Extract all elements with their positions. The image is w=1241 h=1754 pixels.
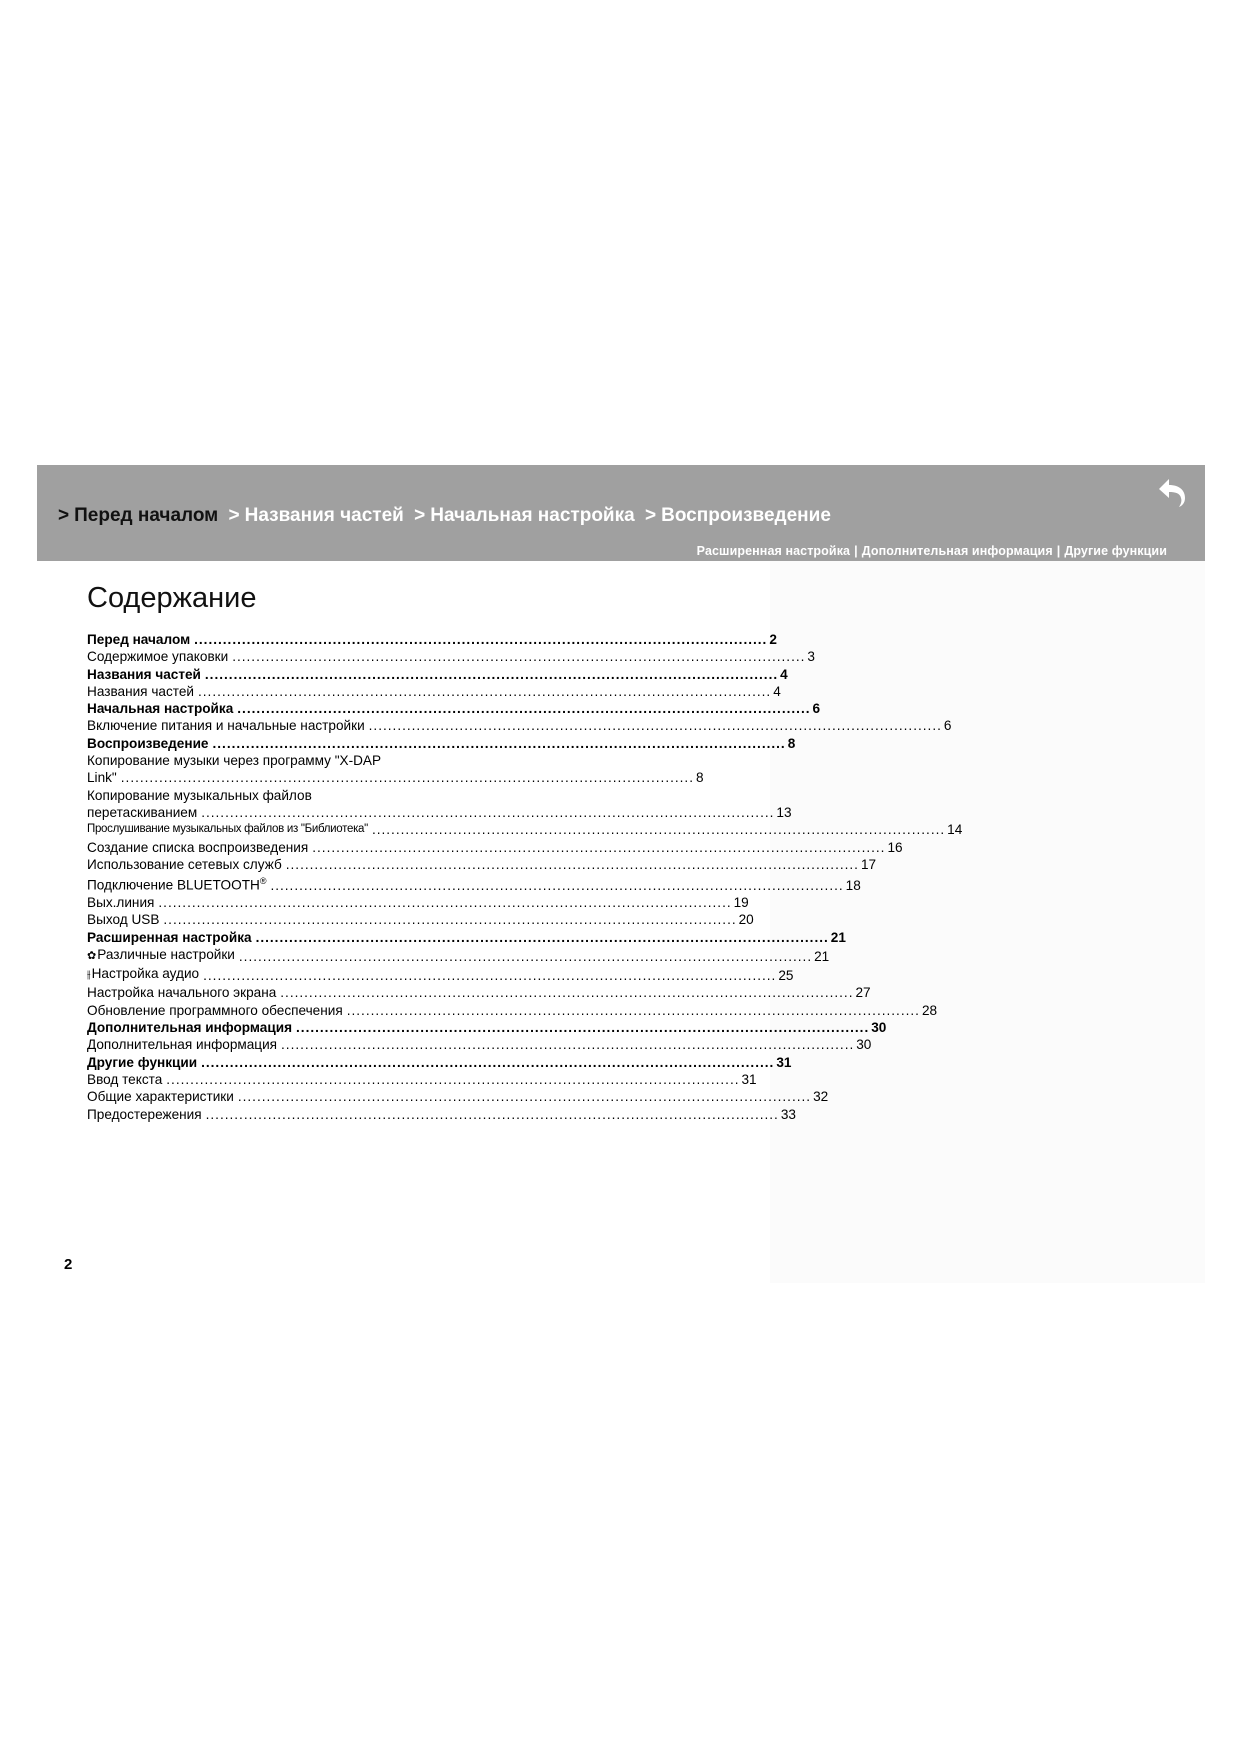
nav-separator: | [854,544,858,558]
secondary-nav [697,544,1167,558]
toc-entry-label [87,839,308,856]
toc-entry-text: Различные настройки [97,946,235,962]
toc-leader-dots: ........................................................................................................................ [346,1002,920,1018]
toc-page-number: 32 [813,1089,829,1105]
toc-section-heading[interactable] [87,631,777,648]
toc-leader-dots: ........................................................................................................................ [255,929,829,945]
toc-section-heading[interactable] [87,1054,792,1071]
toc-entry-text: Перед началом [87,632,191,647]
toc-page-number: 33 [780,1106,796,1122]
toc-entry-text: Содержимое упаковки [87,649,229,665]
toc-page-number: 4 [780,666,788,682]
toc-page-number: 31 [741,1071,757,1087]
toc-entry-label [87,873,266,894]
toc-entry-text: Названия частей [87,666,201,682]
toc-entry[interactable] [87,984,871,1001]
toc-page-number: 6 [812,701,821,717]
toc-entry-label [87,929,252,946]
toc-page-number: 31 [776,1054,792,1070]
toc-page-number: 20 [738,912,754,928]
toc-leader-dots: ........................................................................................................................ [198,683,772,699]
toc-leader-dots: ........................................................................................................................ [203,968,777,984]
toc-leader-dots: ........................................................................................................................ [281,1037,855,1053]
toc-entry-label [87,984,276,1001]
toc-entry-label [87,911,159,928]
toc-entry-text: Дополнительная информация [87,1020,293,1036]
nav-other-functions[interactable]: Другие функции [1064,544,1167,558]
toc-entry-label [87,700,233,717]
toc-entry-label [87,1106,202,1123]
toc-entry-label [87,735,209,752]
content-background-panel [770,561,1205,1283]
toc-entry[interactable] [87,894,749,911]
toc-entry-label [87,946,235,965]
toc-leader-dots: ........................................................................................................................ [194,632,768,647]
breadcrumb-part-names[interactable]: Названия частей [244,505,404,526]
toc-section-heading[interactable] [87,666,788,683]
toc-entry[interactable] [87,1088,829,1105]
toc-entry-label [87,683,194,700]
toc-leader-dots: ........................................................................................................................ [120,770,694,786]
toc-entry-label [87,1054,197,1071]
table-of-contents [87,631,963,1123]
equalizer-icon: ⫲ [87,969,91,982]
toc-entry-label-line[interactable]: Копирование музыки через программу "X-DAP [87,753,382,769]
toc-page-number: 19 [733,894,749,910]
toc-section-heading[interactable] [87,735,796,752]
toc-leader-dots: ........................................................................................................................ [204,666,779,682]
toc-entry-label [87,1088,234,1105]
toc-section-heading[interactable] [87,700,821,717]
toc-leader-dots: ........................................................................................................................ [238,948,813,964]
toc-entry-text: Ввод текста [87,1071,163,1087]
toc-leader-dots: ........................................................................................................................ [201,804,775,820]
toc-page-number: 14 [947,822,963,838]
toc-entry[interactable] [87,911,754,928]
toc-leader-dots: ........................................................................................................................ [232,649,806,665]
nav-advanced-settings[interactable]: Расширенная настройка [696,544,851,558]
toc-entry[interactable] [87,683,781,700]
breadcrumb-before-start[interactable]: Перед началом [74,505,219,526]
toc-entry-label-line[interactable]: Копирование музыкальных файлов [87,787,312,803]
toc-section-heading[interactable] [87,1019,887,1036]
toc-leader-dots: ........................................................................................................................ [237,1089,812,1105]
toc-leader-dots: ........................................................................................................................ [296,1020,870,1036]
toc-entry-label [87,856,282,873]
nav-separator: | [1056,544,1061,558]
toc-entry-label [87,1019,292,1036]
toc-page-number: 21 [814,948,830,964]
toc-entry[interactable] [87,856,877,873]
toc-entry-text: Обновление программного обеспечения [87,1002,343,1018]
gear-icon: ✿ [87,949,97,962]
toc-leader-dots: ........................................................................................................................ [368,718,942,734]
toc-leader-dots: ........................................................................................................................ [285,856,859,872]
toc-entry[interactable] [87,965,794,984]
toc-entry-text: Подключение BLUETOOTH [87,877,260,893]
toc-entry-text: Включение питания и начальные настройки [87,718,365,734]
toc-page-number: 4 [773,683,781,699]
toc-page-number: 16 [887,839,903,855]
toc-entry-text: Дополнительная информация [87,1037,278,1053]
toc-entry-label [87,804,197,821]
registered-mark: ® [259,876,267,887]
toc-page-number: 21 [830,929,846,945]
toc-leader-dots: ........................................................................................................................ [158,894,732,910]
breadcrumb [58,505,831,527]
breadcrumb-separator: > [228,505,240,526]
header-bar [37,465,1205,561]
page-title: Содержание [87,582,257,614]
toc-section-heading[interactable] [87,929,846,946]
toc-page-number: 8 [787,735,796,751]
toc-entry[interactable] [87,821,963,838]
back-arrow-icon [1151,475,1191,511]
toc-entry-text: Другие функции [87,1054,198,1070]
breadcrumb-initial-setup[interactable]: Начальная настройка [430,505,635,526]
toc-leader-dots: ........................................................................................................................ [201,1054,775,1070]
toc-entry-text: Настройка начального экрана [87,985,277,1001]
toc-entry-text: Названия частей [87,683,194,699]
toc-entry-text: Начальная настройка [87,701,234,717]
toc-entry[interactable] [87,717,952,734]
toc-page-number: 28 [921,1002,938,1018]
toc-leader-dots: ........................................................................................................................ [312,839,886,855]
toc-entry-text: Прослушивание музыкальных файлов из "Библиотека" [87,823,368,836]
toc-entry-label [87,769,117,786]
toc-entry-label [87,631,190,648]
toc-page-number: 2 [769,632,777,647]
toc-entry-label [87,821,368,838]
toc-entry-text: Link" [87,770,117,786]
toc-leader-dots: ........................................................................................................................ [371,822,946,838]
toc-page-number: 30 [871,1020,887,1036]
back-button[interactable] [1151,475,1191,511]
toc-entry-label [87,965,199,984]
page-number: 2 [64,1256,73,1273]
breadcrumb-separator: > [644,505,657,526]
toc-page-number: 30 [856,1037,872,1053]
toc-entry[interactable] [87,839,903,856]
toc-page-number: 17 [860,856,877,872]
breadcrumb-separator: > [58,505,70,526]
toc-entry-label [87,1071,162,1088]
toc-entry-text: перетаскиванием [87,804,198,820]
toc-entry-text: Выход USB [87,912,160,928]
toc-entry-text: Расширенная настройка [87,929,252,945]
toc-leader-dots: ........................................................................................................................ [166,1071,740,1087]
toc-entry-label [87,648,228,665]
toc-entry-text: Создание списка воспроизведения [87,839,309,855]
toc-entry-label [87,717,365,734]
toc-entry[interactable] [87,1002,938,1019]
toc-entry[interactable] [87,873,861,894]
toc-entry[interactable] [87,946,830,965]
toc-entry-label [87,1036,277,1053]
breadcrumb-separator: > [414,505,426,526]
toc-page-number: 6 [943,718,952,734]
toc-entry-text: Использование сетевых служб [87,856,282,872]
toc-leader-dots: ........................................................................................................................ [270,877,844,893]
toc-entry[interactable] [87,648,815,665]
nav-additional-info[interactable]: Дополнительная информация [861,544,1053,558]
toc-entry[interactable] [87,1106,796,1123]
toc-page-number: 18 [845,877,861,893]
toc-leader-dots: ........................................................................................................................ [163,912,737,928]
toc-page-number: 13 [776,804,792,820]
toc-entry-text: Настройка аудио [91,966,200,982]
toc-entry-label [87,1002,343,1019]
toc-entry-text: Общие характеристики [87,1089,234,1105]
toc-leader-dots: ........................................................................................................................ [212,735,786,751]
toc-leader-dots: ........................................................................................................................ [280,985,854,1001]
toc-entry-text: Воспроизведение [87,735,209,751]
toc-entry-label [87,894,154,911]
breadcrumb-playback[interactable]: Воспроизведение [661,505,831,526]
toc-entry-label [87,666,201,683]
toc-entry-text: Предостережения [87,1106,202,1122]
toc-entry[interactable] [87,1036,872,1053]
toc-page-number: 27 [855,985,871,1001]
toc-entry[interactable] [87,804,792,821]
toc-entry[interactable] [87,769,704,786]
toc-page-number: 3 [807,649,815,665]
toc-page-number: 25 [778,968,794,984]
toc-entry[interactable] [87,1071,757,1088]
toc-page-number: 8 [695,770,704,786]
toc-leader-dots: ........................................................................................................................ [237,701,811,717]
toc-entry-text: Вых.линия [87,894,155,910]
toc-leader-dots: ........................................................................................................................ [205,1106,779,1122]
